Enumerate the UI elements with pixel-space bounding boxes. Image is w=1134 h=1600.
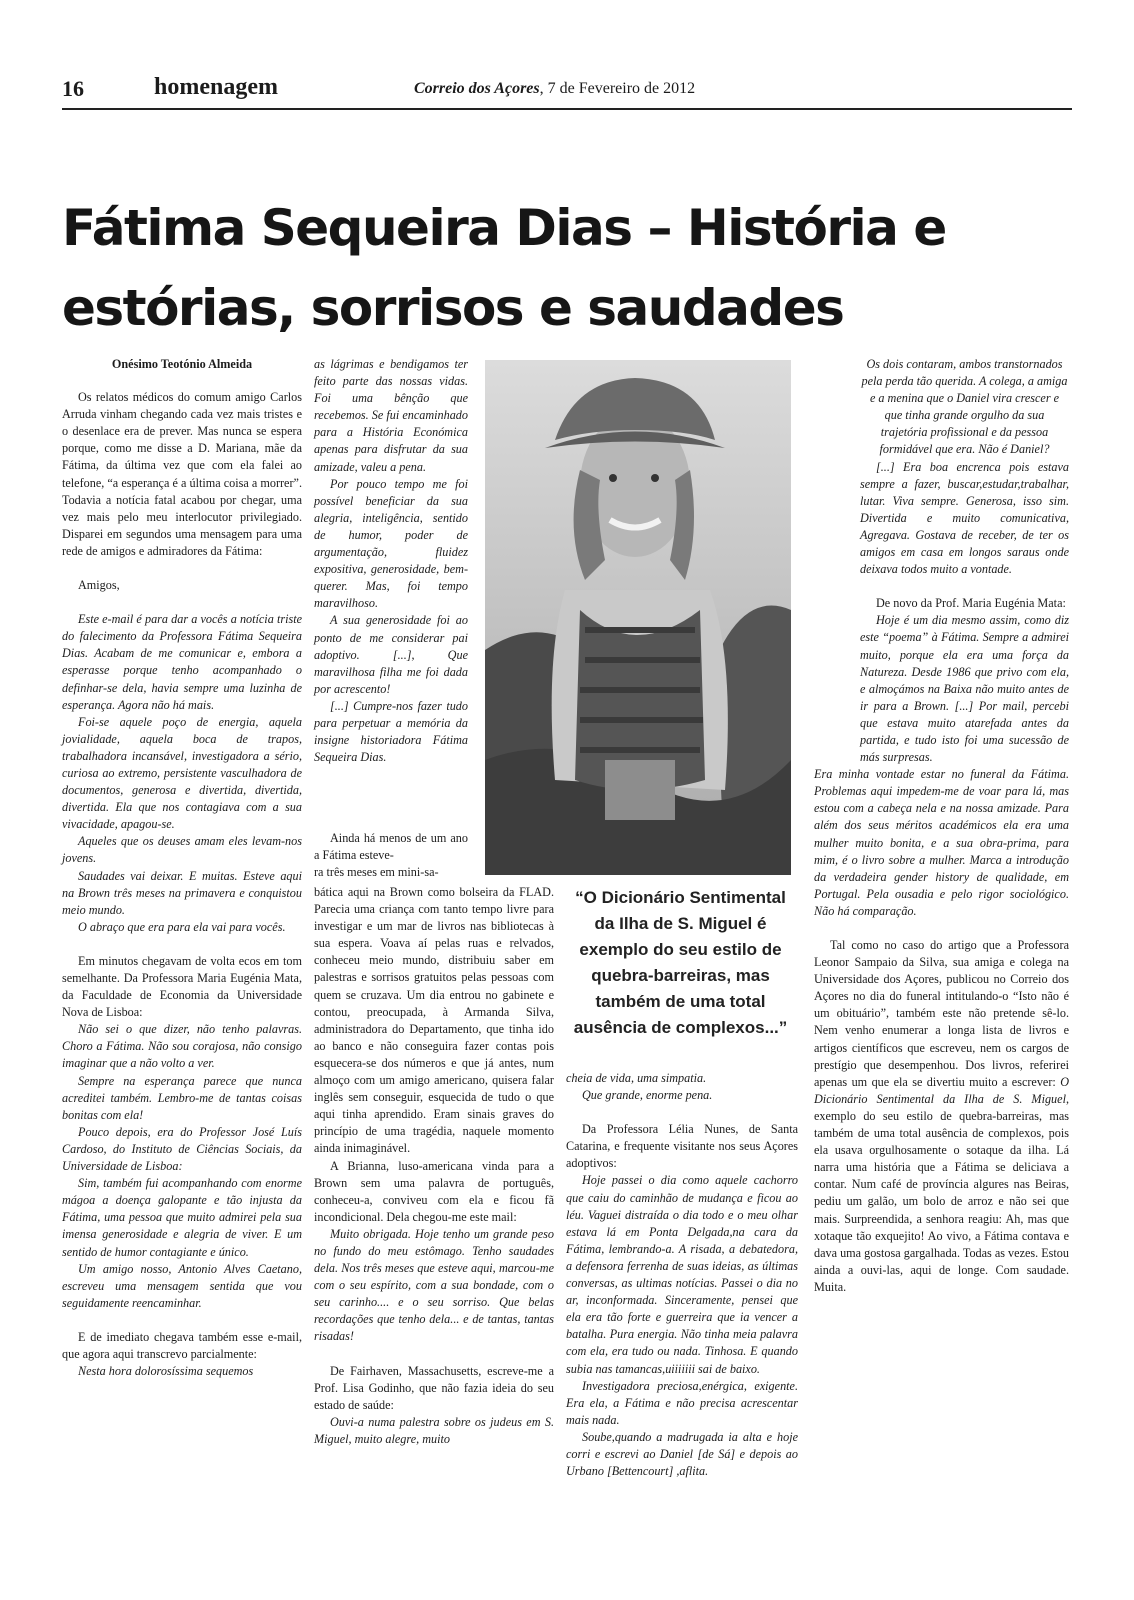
article-column-3: [566, 1070, 798, 1480]
column-4-indented-block: [860, 356, 1069, 766]
paragraph: Os relatos médicos do comum amigo Carlos Arruda vinham chegando cada vez mais tristes e o desenlace era de prever. Mas nunca se espera porque, como me disse a D. Mariana, mãe da Fátima, da última vez que com ela falei ao telefone, “a esperança é a última coisa a morrer”. Todavia a notícia fatal acabou por chegar, uma vez mais pelo meu interlocutor privilegiado. Disparei em segundos uma mensagem para uma rede de amigos e admiradores da Fátima:: [62, 390, 302, 558]
paragraph: Este e-mail é para dar a vocês a notícia triste do falecimento da Professora Fátima Sequeira Dias. Acabam de me comunicar e, embora a esperasse porque tenho acompanhado o definhar-se dela, havia sempre uma luzinha de esperança. Agora não há mais.: [62, 612, 302, 712]
paragraph: bática aqui na Brown como bolseira da FLAD. Parecia uma criança com tanto tempo livre para investigar e um mar de livros nas bibliotecas à sua espera. Voava aí pelas ruas e relvados, conheceu meio mundo, distribuiu saber em palestras e sorrisos gratuitos pelas pessoas com quem se cruzava. Um dia entrou no gabinete e contou, preocupada, à Armanda Silva, administradora do Departamento, que tinha ido ao banco e não conseguira fazer contas pois esquecera-se dos números e que já antes, num almoço com um amigo americano, quisera falar inglês sem conseguir, esquecida de tudo o que aqui tinha aprendido. Eram sinais graves do princípio de uma tragédia, naquele momento ainda inimaginável.: [314, 885, 554, 1156]
paragraph: Foi-se aquele poço de energia, aquela jovialidade, aquela boca de trapos, trabalhadora incansável, investigadora a sério, curiosa ao extremo, persistente vasculhadora de documentos, generosa e divertida, divertida, divertida. Ela que nos contagiava com a sua vivacidade, apagou-se.: [62, 714, 302, 832]
paragraph: Ouvi-a numa palestra sobre os judeus em S. Miguel, muito alegre, muito: [314, 1414, 554, 1446]
paragraph-text: Tal como no caso do artigo que a Professora Leonor Sampaio da Silva, sua amiga e colega na Universidade dos Açores, publicou no Correio dos Açores no dia do funeral intitulando-o “Isto não é um obituário”, também este não pretende sê-lo. Nem venho enumerar a longa lista de livros e artigos científicos que escreveu, nem os cargos de prestígio que desempenhou. Dos livros, referirei apenas um que ela se divertiu muito a escrever:: [814, 938, 1069, 1089]
article-column-1: [62, 356, 302, 1380]
paragraph: E de imediato chegava também esse e-mail, que agora aqui transcrevo parcialmente:: [62, 1329, 302, 1361]
paragraph: De Fairhaven, Massachusetts, escreve-me a Prof. Lisa Godinho, que não fazia ideia do seu estado de saúde:: [314, 1363, 554, 1412]
portrait-photo-image: [485, 360, 791, 875]
paragraph: Da Professora Lélia Nunes, de Santa Catarina, e frequente visitante nos seus Açores adoptivos:: [566, 1122, 798, 1171]
paragraph: Nesta hora dolorosíssima sequemos: [78, 1364, 254, 1379]
paragraph: Hoje é um dia mesmo assim, como diz este “poema” à Fátima. Sempre a admirei muito, porque ela era uma força da Natureza. Desde 1986 que privo com ela, e almoçámos na Baixa não muito antes de ir para a Brown. [...] Por mail, percebi que estava muito atarefada antes da partida, e tudo isto foi uma sucessão de más surpresas.: [860, 613, 1069, 765]
page-header: [62, 74, 1072, 110]
paragraph: [...] Era boa encrenca pois estava sempre a fazer, buscar,estudar,trabalhar, lutar. Viva sempre. Generosa, isso sim. Divertida e muito comunicativa, Agregava. Gostava de receber, de ter os amigos em casa em longos saraus onde deixava todos muito a vontade.: [860, 459, 1069, 577]
paragraph: Hoje passei o dia como aquele cachorro que caiu do caminhão de mudança e ficou ao léu. Vaguei distraída o dia todo e o meu olhar estava lá em Ponta Delgada,na cara da Fátima, lembrando-a. A risada, a debatedora, a defensora ferrenha de suas ideias, as últimas conversas, as ultimas notícias. Passei o dia no ar, inconformada. Sinceramente, pensei que ela era tão forte e guerreira que ia vencer a batalha. Pura energia. Não tinha meia palavra com ela, era tudo ou nada. Tinhosa. E quando subia nas tamancas,uiiiiiii sai de baixo.: [566, 1173, 798, 1376]
paragraph: Amigos,: [78, 578, 120, 593]
paragraph: Aqueles que os deuses amam eles levam-nos jovens.: [62, 834, 302, 866]
paragraph: Sempre na esperança parece que nunca acreditei também. Lembro-me de tantas coisas bonitas com ela!: [62, 1073, 302, 1122]
paragraph: A sua generosidade foi ao ponto de me considerar pai adoptivo. [...], Que maravilhosa filha me foi dada por acrescento!: [314, 613, 468, 696]
article-column-2: [314, 356, 468, 766]
paragraph: A Brianna, luso-americana vinda para a Brown sem uma palavra de português, conheceu-a, conviveu com ela e ficou fã incondicional. Dela chegou-me este mail:: [314, 1158, 554, 1224]
paragraph: Muito obrigada. Hoje tenho um grande peso no fundo do meu estômago. Tenho saudades dela. Nos três meses que esteve aqui, marcou-me com o seu espírito, com a sua bondade, com o seu carinho.... e o seu sorriso. Que belas recordações que tenho dela... e de tantas, tantas risadas!: [314, 1226, 554, 1344]
paragraph: Um amigo nosso, Antonio Alves Caetano, escreveu uma mensagem sentida que vou seguidamente reencaminhar.: [62, 1261, 302, 1310]
paragraph-text: , exemplo do seu estilo de quebra-barreiras, mas também de uma total ausência de complexos, pois ela usava orgulhosamente o sotaque da ilha. Lá narra uma história que a Fátima se deliciava a contar. Num café de província algures nas Beiras, pediu um galão, um bolo de arroz e não sei que mais. Surpreendida, a senhora reagiu: Ah, mas que xotaque tão exquejito! Ao vivo, a Fátima contava e dava uma gostosa gargalhada. Todas as vezes. Estou ainda a ouvi-las, aqui de longe. Com saudade. Muita.: [814, 1091, 1069, 1294]
section-name: homenagem: [154, 74, 278, 100]
newspaper-name: Correio dos Açores: [414, 80, 540, 97]
paragraph: ra três meses em mini-sa-: [314, 865, 439, 880]
book-title: O Dicionário Sentimental da Ilha de S. Miguel: [814, 1074, 1070, 1106]
paragraph: Não sei o que dizer, não tenho palavras. Choro a Fátima. Não sou corajosa, não consigo imaginar que a não volto a ver.: [62, 1022, 302, 1071]
page-number: 16: [62, 76, 84, 101]
paragraph: Que grande, enorme pena.: [582, 1088, 713, 1103]
paragraph: Em minutos chegavam de volta ecos em tom semelhante. Da Professora Maria Eugénia Mata, da Faculdade de Economia da Universidade Nova de Lisboa:: [62, 953, 302, 1020]
article-photo: [485, 360, 791, 875]
byline: Onésimo Teotónio Almeida: [111, 357, 253, 371]
paragraph: Pouco depois, era do Professor José Luís Cardoso, do Instituto de Ciências Sociais, da Universidade de Lisboa:: [62, 1124, 302, 1174]
paragraph: Os dois contaram, ambos transtornados pela perda tão querida. A colega, a amiga e a menina que o Daniel vira crescer e que tinha grande orgulho da sua trajetória profissional e da pessoa formidável que era. Não é Daniel?: [861, 357, 1068, 457]
publication-date: , 7 de Fevereiro de 2012: [539, 80, 696, 97]
paragraph: Soube,quando a madrugada ia alta e hoje corri e escrevi ao Daniel [de Sá] e depois ao Urbano [Bettencourt] ,aflita.: [566, 1429, 798, 1479]
pull-quote: “O Dicionário Sentimental da Ilha de S. Miguel é exemplo do seu estilo de quebra-barreiras, mas também de uma total ausência de complexos...”: [573, 888, 788, 1037]
publication-line: [414, 80, 695, 98]
paragraph: Por pouco tempo me foi possível beneficiar da sua alegria, inteligência, sentido de humor, poder de argumentação, fluidez expositiva, generosidade, bem-querer. Mas, foi tempo maravilhoso.: [314, 476, 468, 611]
paragraph: cheia de vida, uma simpatia.: [566, 1071, 707, 1085]
article-column-2-continued: [314, 830, 468, 881]
paragraph: Sim, também fui acompanhando com enorme mágoa a doença galopante e tão injusta da Fátima, uma pessoa que muito admirei pela sua imensa generosidade e alegria de viver. E um sentido de humor contagiante e único.: [62, 1176, 302, 1259]
paragraph: [814, 937, 1069, 1296]
paragraph: [...] Cumpre-nos fazer tudo para perpetuar a memória da insigne historiadora Fátima Sequeira Dias.: [314, 698, 468, 765]
paragraph: Saudades vai deixar. E muitas. Esteve aqui na Brown três meses na primavera e conquistou meio mundo.: [62, 868, 302, 917]
paragraph: Investigadora preciosa,enérgica, exigente. Era ela, a Fátima e não precisa acrescentar mais nada.: [566, 1378, 798, 1427]
paragraph: De novo da Prof. Maria Eugénia Mata:: [876, 596, 1066, 611]
paragraph: O abraço que era para ela vai para vocês.: [78, 919, 286, 934]
article-column-2-lower: [314, 884, 554, 1448]
paragraph: Era minha vontade estar no funeral da Fátima. Problemas aqui impedem-me de voar para lá, mas estou com a cabeça nela e na nossa amizade. Para além dos seus méritos académicos ela era uma mulher muito bonita, e a sua obra-prima, para mim, é o livro sobre a mulher. Marca a introdução da verdadeira gender history de qualidade, em Portugal. Pela ousadia e pelo rigor sociológico. Não há comparação.: [814, 767, 1069, 918]
paragraph: as lágrimas e bendigamos ter feito parte das nossas vidas. Foi uma bênção que recebemos. Se fui encaminhado para a História Económica apenas para disfrutar da sua amizade, valeu a pena.: [314, 357, 468, 474]
article-column-4: [814, 356, 1069, 1296]
paragraph: Ainda há menos de um ano a Fátima esteve-: [314, 831, 468, 863]
article-title: Fátima Sequeira Dias – História e estórias, sorrisos e saudades: [62, 199, 946, 337]
